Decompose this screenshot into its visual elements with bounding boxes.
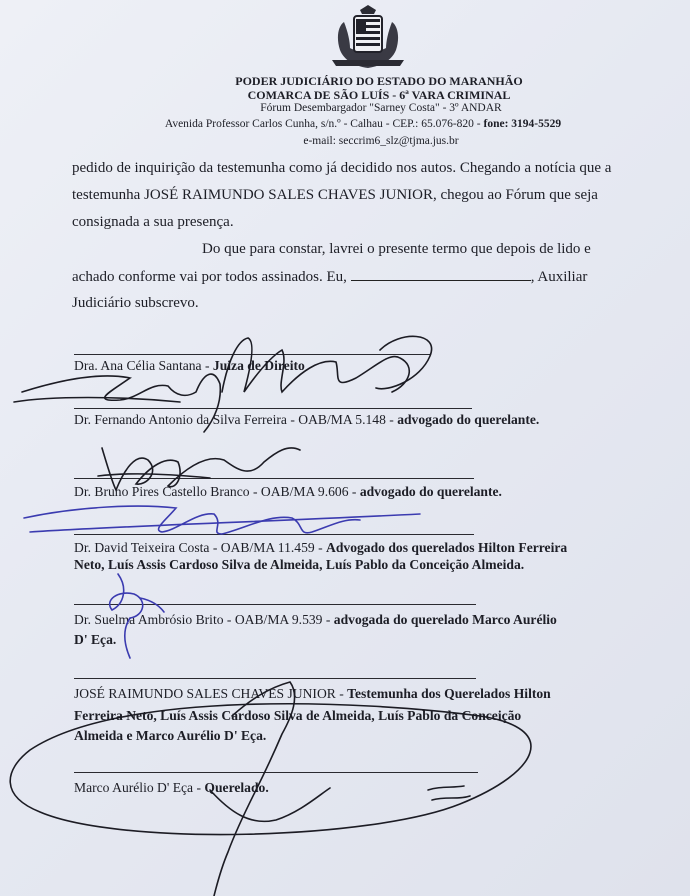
signatory-name: Dra. Ana Célia Santana - [74, 358, 213, 373]
signature-role-continuation [74, 557, 524, 573]
body-paragraph-line: Judiciário subscrevo. [72, 295, 199, 311]
signatory-name: JOSÉ RAIMUNDO SALES CHAVES JUNIOR - [74, 686, 348, 701]
signature-line [74, 478, 474, 479]
header-address [0, 118, 690, 130]
signature-lawyer-david [74, 540, 567, 556]
signature-defendant-marco [74, 780, 269, 796]
signature-lawyer-fernando [74, 412, 539, 428]
signature-lawyer-bruno [74, 484, 502, 500]
signatory-role: Advogado dos querelados Hilton Ferreira [326, 540, 568, 555]
signatory-role: Neto, Luís Assis Cardoso Silva de Almeida, Luís Pablo da Conceição Almeida. [74, 557, 525, 572]
signature-scribble-fernando-tail [14, 398, 180, 403]
signatory-name: Dr. David Teixeira Costa - OAB/MA 11.459 - [74, 540, 327, 555]
body-paragraph-line: consignada a sua presença. [72, 214, 234, 230]
signature-scribble-david [24, 506, 360, 534]
signature-scribble-david-base [30, 514, 420, 532]
signature-judge [74, 358, 305, 374]
signature-scribble-suelma-mark [140, 598, 164, 612]
signature-line [74, 604, 476, 605]
signatory-name: Dr. Bruno Pires Castello Branco - OAB/MA 9.606 - [74, 484, 360, 499]
signatory-role: advogada do querelado Marco Aurélio [333, 612, 557, 627]
header-court-name: PODER JUDICIÁRIO DO ESTADO DO MARANHÃO [235, 74, 523, 88]
header-address-text: Avenida Professor Carlos Cunha, s/n.º - Calhau - CEP.: 65.076-820 - [164, 118, 484, 130]
signature-role-continuation [74, 632, 116, 648]
header-email: e-mail: seccrim6_slz@tjma.jus.br [303, 135, 459, 147]
signatory-name: Marco Aurélio D' Eça - [74, 780, 205, 795]
signature-line [74, 408, 472, 409]
body-paragraph-line [72, 268, 587, 286]
signature-role-continuation [74, 708, 521, 724]
header-district: COMARCA DE SÃO LUÍS - 6ª VARA CRIMINAL [247, 88, 511, 102]
signatory-role: Juiza de Direito [212, 358, 305, 373]
body-paragraph-line: testemunha JOSÉ RAIMUNDO SALES CHAVES JUNIOR, chegou ao Fórum que seja [72, 187, 598, 203]
body-paragraph-line: pedido de inquirição da testemunha como já decidido nos autos. Chegando a notícia que a [72, 160, 612, 176]
signatory-role: D' Eça. [74, 632, 117, 647]
body-text-fragment: , Auxiliar [530, 269, 588, 285]
signatory-name: Dr. Suelma Ambrósio Brito - OAB/MA 9.539 - [74, 612, 334, 627]
signature-line [74, 678, 476, 679]
signatory-role: Ferreira Neto, Luís Assis Cardoso Silva de Almeida, Luís Pablo da Conceição [74, 708, 522, 723]
signature-blank [351, 268, 531, 281]
signatory-role: advogado do querelante. [359, 484, 502, 499]
signature-witness-jose [74, 686, 551, 702]
signature-lawyer-suelma [74, 612, 557, 628]
signature-line [74, 534, 474, 535]
header-phone: fone: 3194-5529 [483, 118, 562, 130]
signature-scribble-judge-loop [376, 336, 432, 388]
signatory-role: Almeida e Marco Aurélio D' Eça. [74, 728, 267, 743]
signature-line [74, 354, 430, 355]
signature-scribble-marco-mark [428, 786, 470, 800]
state-coat-of-arms-icon [330, 4, 406, 70]
signature-line [74, 772, 478, 773]
signatory-role: Testemunha dos Querelados Hilton [347, 686, 551, 701]
body-paragraph-line: Do que para constar, lavrei o presente termo que depois de lido e [202, 241, 591, 257]
body-text-fragment: achado conforme vai por todos assinados. Eu, [72, 269, 347, 285]
signatory-role: advogado do querelante. [397, 412, 540, 427]
header-forum: Fórum Desembargador "Sarney Costa" - 3º ANDAR [260, 102, 502, 114]
signatory-name: Dr. Fernando Antonio da Silva Ferreira - OAB/MA 5.148 - [74, 412, 398, 427]
signature-role-continuation [74, 728, 266, 744]
signatory-role: Querelado. [204, 780, 269, 795]
